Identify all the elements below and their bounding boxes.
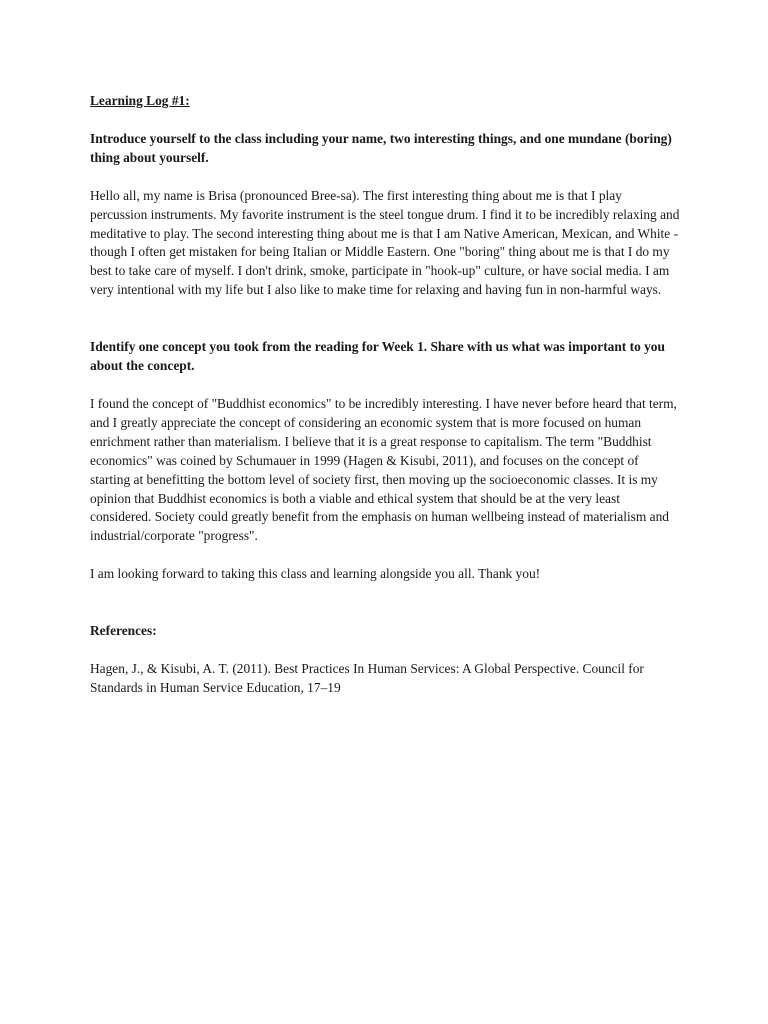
answer-1: Hello all, my name is Brisa (pronounced Bree-sa). The first interesting thing about me is that I play percussion instruments. My favorite instrument is the steel tongue drum. I find it to be incredibly relaxing and meditative to play. The second interesting thing about me is that I am Native American, Mexican, and White - though I often get mistaken for being Italian or Middle Eastern. One "boring" thing about me is that I do my best to take care of myself. I don't drink, smoke, participate in "hook-up" culture, or have social media. I am very intentional with my life but I also like to make time for relaxing and having fun in non-harmful ways. (90, 187, 680, 298)
closing-paragraph: I am looking forward to taking this class and learning alongside you all. Thank you! (90, 566, 541, 582)
spacer (90, 603, 680, 622)
question-2: Identify one concept you took from the reading for Week 1. Share with us what was important to you about the concept. (90, 339, 665, 374)
question-1: Introduce yourself to the class including your name, two interesting things, and one mundane (boring) thing about yourself. (90, 130, 672, 165)
document-page (90, 92, 680, 698)
answer-2: I found the concept of "Buddhist economics" to be incredibly interesting. I have never before heard that term, and I greatly appreciate the concept of considering an economic system that is more focused on human enrichment rather than materialism. I believe that it is a great response to capitalism. The term "Buddhist economics" was coined by Schumauer in 1999 (Hagen & Kisubi, 2011), and focuses on the concept of starting at benefitting the bottom level of society first, then moving up the socioeconomic classes. It is my opinion that Buddhist economics is both a viable and ethical system that should be at the very least considered. Society could greatly benefit from the emphasis on human wellbeing instead of materialism and industrial/corporate "progress". (90, 395, 677, 544)
document-title: Learning Log #1: (90, 93, 190, 108)
spacer (90, 319, 680, 338)
references-heading: References: (90, 623, 157, 639)
reference-entry: Hagen, J., & Kisubi, A. T. (2011). Best Practices In Human Services: A Global Perspective. Council for Standards in Human Service Education, 17–19 (90, 661, 644, 695)
